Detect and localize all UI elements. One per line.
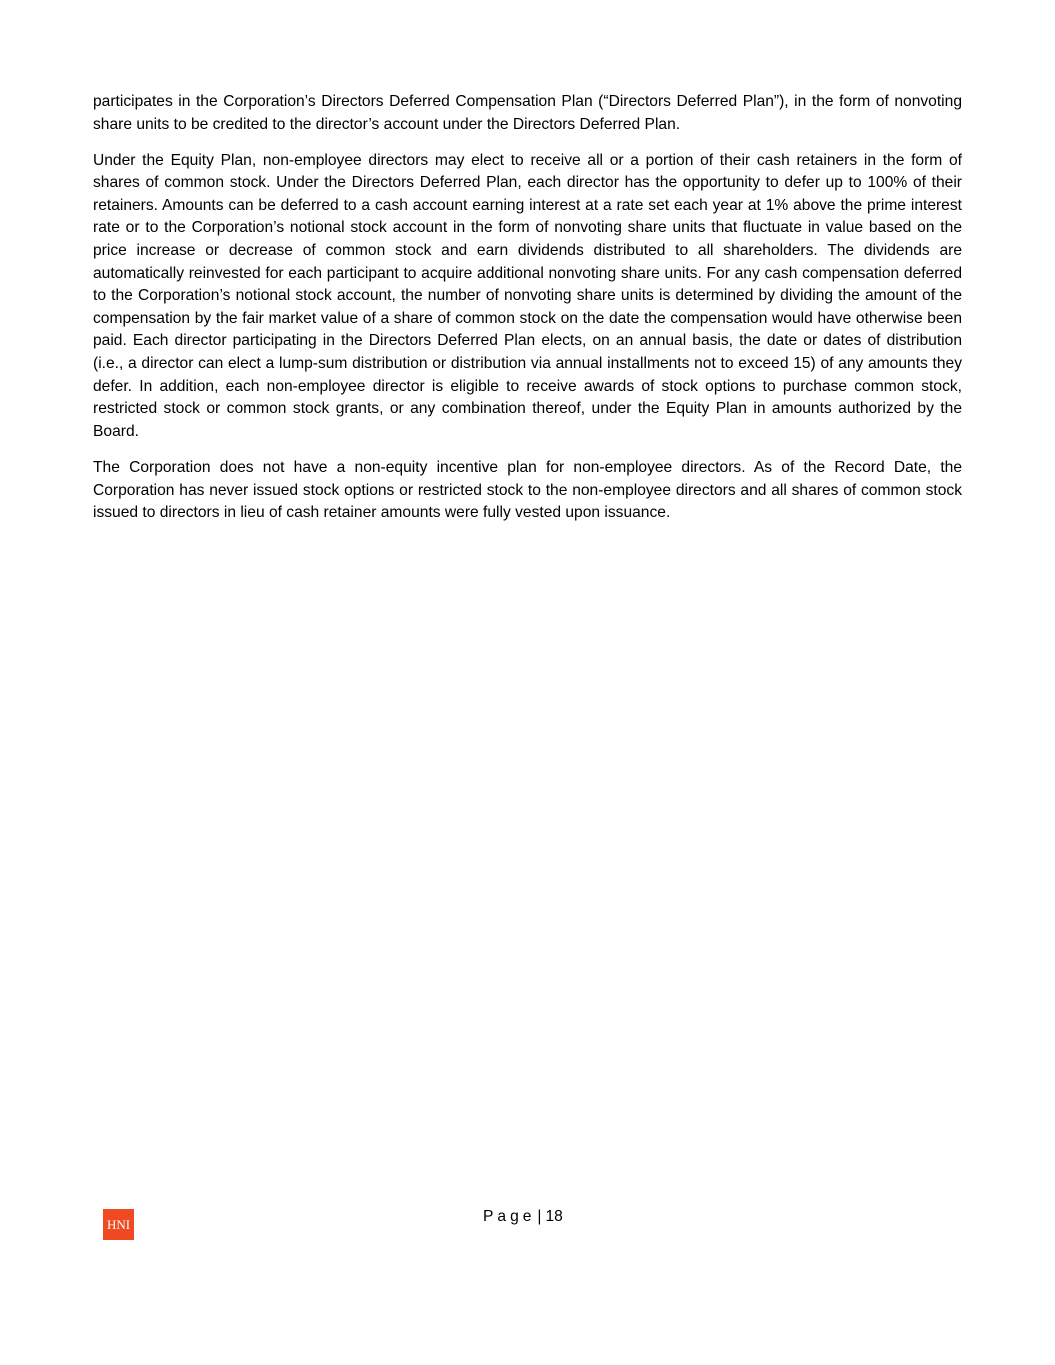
- paragraph-non-equity-incentive: The Corporation does not have a non-equity incentive plan for non-employee directors. As of the Record Date, the Corporation has never issued stock options or restricted stock to the non-employee directors and all shares of common stock issued to directors in lieu of cash retainer amounts were fully vested upon issuance.: [93, 458, 962, 522]
- paragraph-directors-deferred-plan: participates in the Corporation’s Directors Deferred Compensation Plan (“Directors Deferred Plan”), in the form of nonvoting share units to be credited to the director’s account under the Directors Deferred Plan.: [93, 93, 962, 133]
- document-body: [93, 91, 962, 538]
- hni-logo: HNI: [103, 1209, 134, 1240]
- page-number-footer: [483, 1208, 563, 1226]
- paragraph-equity-plan: Under the Equity Plan, non-employee directors may elect to receive all or a portion of their cash retainers in the form of shares of common stock. Under the Directors Deferred Plan, each director has the opportunity to defer up to 100% of their retainers. Amounts can be deferred to a cash account earning interest at a rate set each year at 1% above the prime interest rate or to the Corporation’s notional stock account in the form of nonvoting share units that fluctuate in value based on the price increase or decrease of common stock and earn dividends distributed to all shareholders. The dividends are automatically reinvested for each participant to acquire additional nonvoting share units. For any cash compensation deferred to the Corporation’s notional stock account, the number of nonvoting share units is determined by dividing the amount of the compensation by the fair market value of a share of common stock on the date the compensation would have otherwise been paid. Each director participating in the Directors Deferred Plan elects, on an annual basis, the date or dates of distribution (i.e., a director can elect a lump-sum distribution or distribution via annual installments not to exceed 15) of any amounts they defer. In addition, each non-employee director is eligible to receive awards of stock options to purchase common stock, restricted stock or common stock grants, or any combination thereof, under the Equity Plan in amounts authorized by the Board.: [93, 151, 962, 440]
- page-number: 18: [545, 1208, 563, 1225]
- page-label: Page: [483, 1208, 536, 1225]
- page-separator: |: [537, 1208, 542, 1225]
